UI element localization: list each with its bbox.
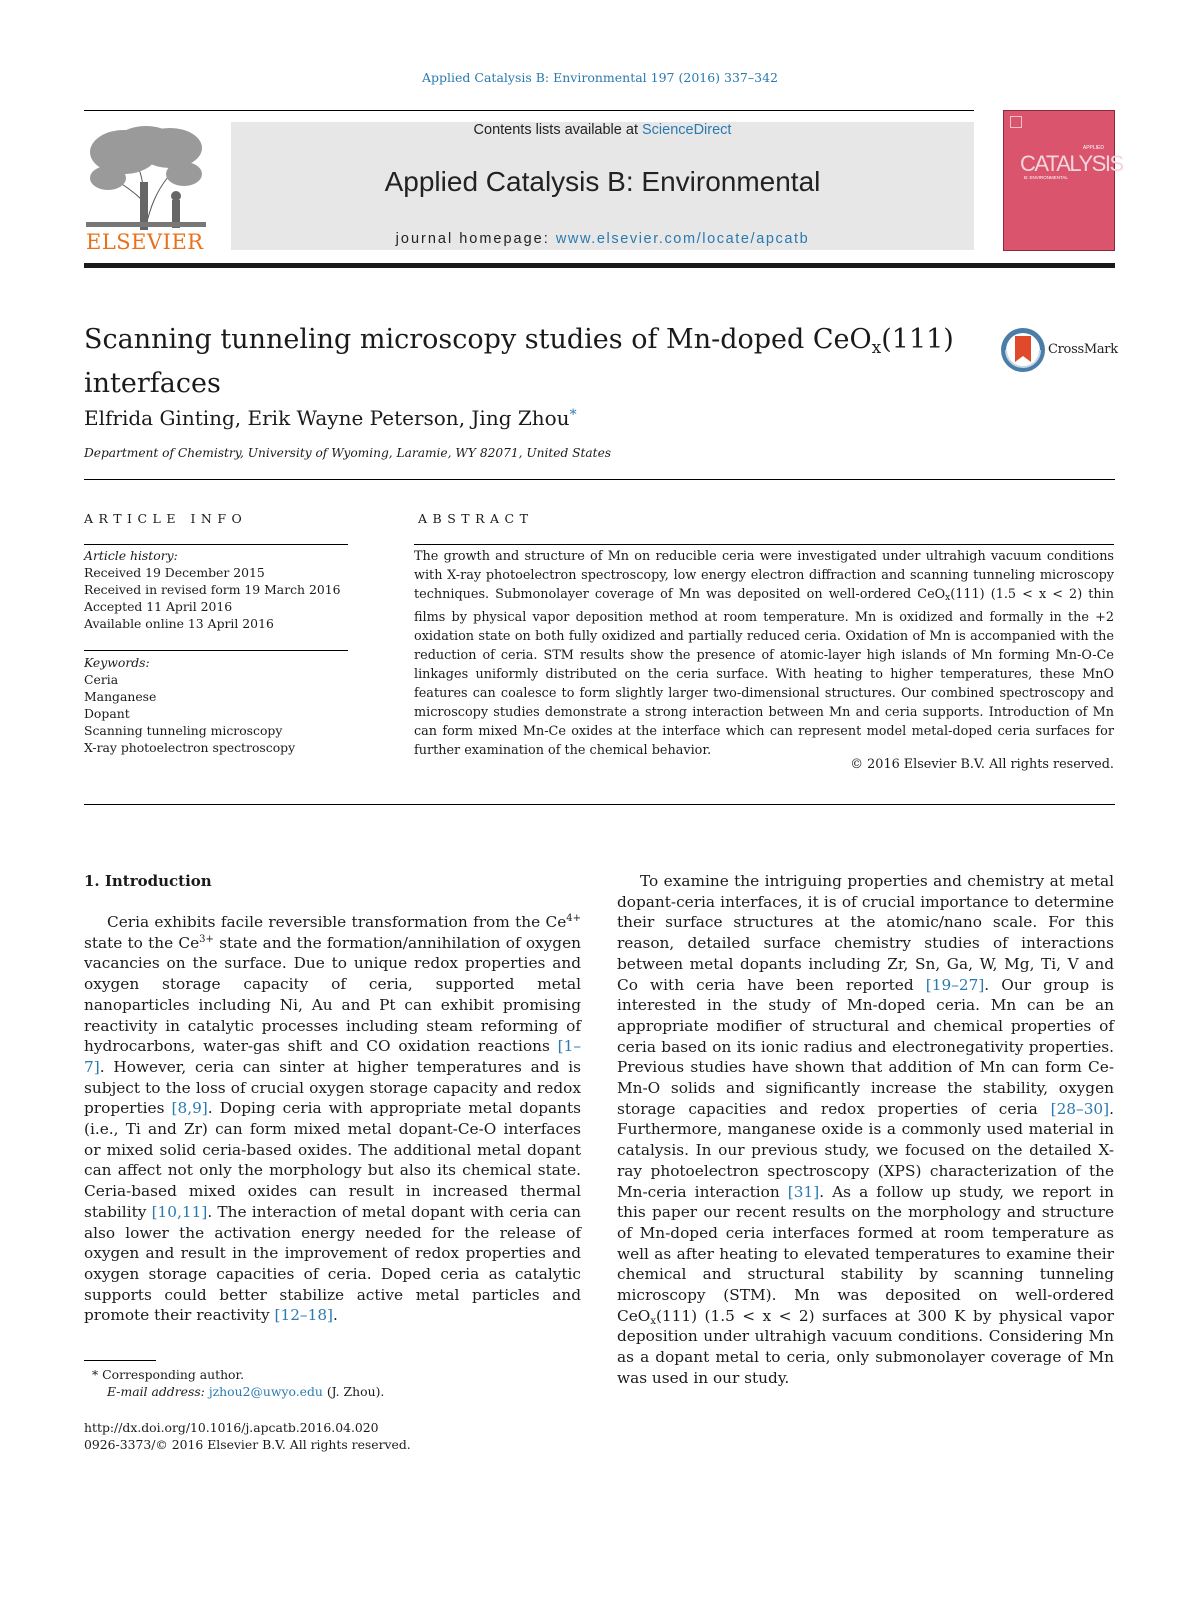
keyword-item: Ceria (84, 672, 119, 687)
author-affiliation: Department of Chemistry, University of Wyoming, Laramie, WY 82071, United States (84, 446, 612, 460)
reference-link[interactable]: [8,9] (171, 1099, 208, 1118)
header-bottom-rule (84, 263, 1115, 268)
keyword-item: X-ray photoelectron spectroscopy (84, 740, 296, 755)
doi-link[interactable]: http://dx.doi.org/10.1016/j.apcatb.2016.04.020 (84, 1420, 379, 1435)
contents-line: Contents lists available at ScienceDirect (473, 122, 732, 138)
article-info-heading: ARTICLE INFO (84, 511, 248, 526)
keyword-item: Dopant (84, 706, 130, 721)
reference-link[interactable]: [1–7] (84, 1037, 581, 1076)
journal-cover-thumbnail (1003, 110, 1123, 251)
abstract-rule (414, 544, 1114, 545)
keyword-item: Scanning tunneling microscopy (84, 723, 283, 738)
keywords-label: Keywords: (84, 655, 150, 670)
introduction-heading: 1. Introduction (84, 872, 212, 890)
footnote-rule (84, 1360, 156, 1361)
introduction-paragraph: Ceria exhibits facile reversible transformation from the $Ce^{4+}$ state to the $Ce^{3+}$ state and the formation/annihilation of oxygen vacancies on the surface. Due to unique redox properties and oxygen storage capacity of ceria, supported metal nanoparticles including Ni, Au and Pt can exhibit promising reactivity in catalytic processes including steam reforming of hydrocarbons, water-gas shift and CO oxidation reactions [1–7]. However, ceria can sinter at higher temperatures and is subject to the loss of crucial oxygen storage capacity and redox properties [8,9]. Doping ceria with appropriate metal dopants (i.e., Ti and Zr) can form mixed metal dopant-Ce-O interfaces or mixed solid ceria-based oxides. The additional metal dopant can affect not only the morphology but also its chemical state. Ceria-based mixed oxides can result in increased thermal stability [10,11]. The interaction of metal dopant with ceria can also lower the activation energy needed for the release of oxygen and result in the improvement of redox properties and oxygen storage capacities of ceria. Doped ceria as catalytic supports could better stabilize active metal particles and promote their reactivity [12–18]. (84, 912, 581, 1325)
history-item: Accepted 11 April 2016 (84, 599, 233, 614)
article-info-top-rule (84, 479, 1115, 480)
reference-link[interactable]: [28–30] (1050, 1099, 1110, 1118)
keywords-rule (84, 650, 348, 651)
corresponding-author-mark[interactable]: * (569, 407, 577, 423)
abstract-heading: ABSTRACT (418, 511, 534, 526)
article-history-label: Article history: (84, 548, 178, 563)
email-note: E-mail address: jzhou2@uwyo.edu (J. Zhou). (107, 1384, 385, 1399)
elsevier-wordmark: ELSEVIER (86, 230, 204, 254)
introduction-right-column (617, 871, 1114, 1389)
reference-link[interactable]: [10,11] (151, 1202, 208, 1221)
homepage-link[interactable]: www.elsevier.com/locate/apcatb (555, 231, 810, 247)
cover-applied-text: APPLIED (1082, 145, 1104, 151)
introduction-paragraph: To examine the intriguing properties and chemistry at metal dopant-ceria interfaces, it is of crucial importance to determine their surface structures at the atomic/nano scale. For this reason, detailed surface chemistry studies of interactions between metal dopants including Zr, Sn, Ga, W, Mg, Ti, V and Co with ceria have been reported [19–27]. Our group is interested in the study of Mn-doped ceria. Mn can be an appropriate modifier of structural and chemical properties of ceria based on its ionic radius and electronegativity properties. Previous studies have shown that addition of Mn can form Ce-Mn-O solids and significantly increase the stability, oxygen storage capacities and redox properties of ceria [28–30]. Furthermore, manganese oxide is a commonly used material in catalysis. In our previous study, we focused on the detailed X-ray photoelectron spectroscopy (XPS) characterization of the Mn-ceria interaction [31]. As a follow up study, we report in this paper our recent results on the morphology and structure of Mn-doped ceria interfaces formed at room temperature as well as after heating to elevated temperatures to examine their chemical and structural stability by scanning tunneling microscopy (STM). Mn was deposited on well-ordered CeO$_x$(111) (1.5 < x < 2) surfaces at 300 K by physical vapor deposition under ultrahigh vacuum conditions. Considering Mn as a dopant metal to ceria, only submonolayer coverage of Mn was used in our study. (617, 872, 1114, 1387)
keywords (84, 654, 348, 756)
issn-copyright: 0926-3373/© 2016 Elsevier B.V. All rights reserved. (84, 1437, 411, 1452)
article-title: Scanning tunneling microscopy studies of Mn-doped CeO$_x$(111) interfaces (84, 324, 954, 399)
cover-logo-icon (1010, 116, 1022, 128)
crossmark-label[interactable]: CrossMark (1048, 342, 1118, 357)
article-info-bottom-rule (84, 804, 1115, 805)
abstract-text: The growth and structure of Mn on reducible ceria were investigated under ultrahigh vacuum conditions with X-ray photoelectron spectroscopy, low energy electron diffraction and scanning tunneling microscopy techniques. Submonolayer coverage of Mn was deposited on well-ordered CeO$_x$(111) (1.5 < x < 2) thin films by physical vapor deposition method at room temperature. Mn is oxidized and formally in the +2 oxidation state on both fully oxidized and partially reduced ceria. Oxidation of Mn is accompanied with the reduction of ceria. STM results show the presence of atomic-layer high islands of Mn forming Mn-O-Ce linkages uniformly distributed on the ceria surface. With heating to higher temperatures, these MnO features can coalesce to form slightly larger two-dimensional structures. Our combined spectroscopy and microscopy studies demonstrate a strong interaction between Mn and ceria supports. Introduction of Mn can form mixed Mn-Ce oxides at the interface which can represent model metal-doped ceria surfaces for further examination of the chemical behavior. (414, 549, 1114, 758)
abstract-copyright: © 2016 Elsevier B.V. All rights reserved. (850, 757, 1114, 772)
journal-citation[interactable]: Applied Catalysis B: Environmental 197 (2016) 337–342 (422, 70, 778, 85)
reference-link[interactable]: [31] (787, 1182, 820, 1201)
article-info-rule (84, 544, 348, 545)
history-item: Received in revised form 19 March 2016 (84, 582, 341, 597)
header-top-rule (84, 110, 974, 111)
history-item: Available online 13 April 2016 (84, 616, 274, 631)
reference-link[interactable]: [12–18] (274, 1306, 334, 1325)
cover-subtitle-text: B: ENVIRONMENTAL (1024, 175, 1068, 180)
reference-link[interactable]: [19–27] (925, 975, 985, 994)
journal-homepage: journal homepage: www.elsevier.com/locate/apcatb (395, 231, 810, 247)
keyword-item: Manganese (84, 689, 157, 704)
article-history (84, 547, 348, 632)
history-item: Received 19 December 2015 (84, 565, 265, 580)
cover-catalysis-text: CATALYSIS (1020, 151, 1123, 176)
sciencedirect-link[interactable]: ScienceDirect (642, 122, 732, 138)
email-link[interactable]: jzhou2@uwyo.edu (208, 1384, 323, 1399)
introduction-left-column (84, 912, 581, 1326)
journal-name: Applied Catalysis B: Environmental (384, 166, 821, 197)
corresponding-author-note: * Corresponding author. (92, 1367, 245, 1382)
article-authors: Elfrida Ginting, Erik Wayne Peterson, Jing Zhou* (84, 406, 577, 430)
